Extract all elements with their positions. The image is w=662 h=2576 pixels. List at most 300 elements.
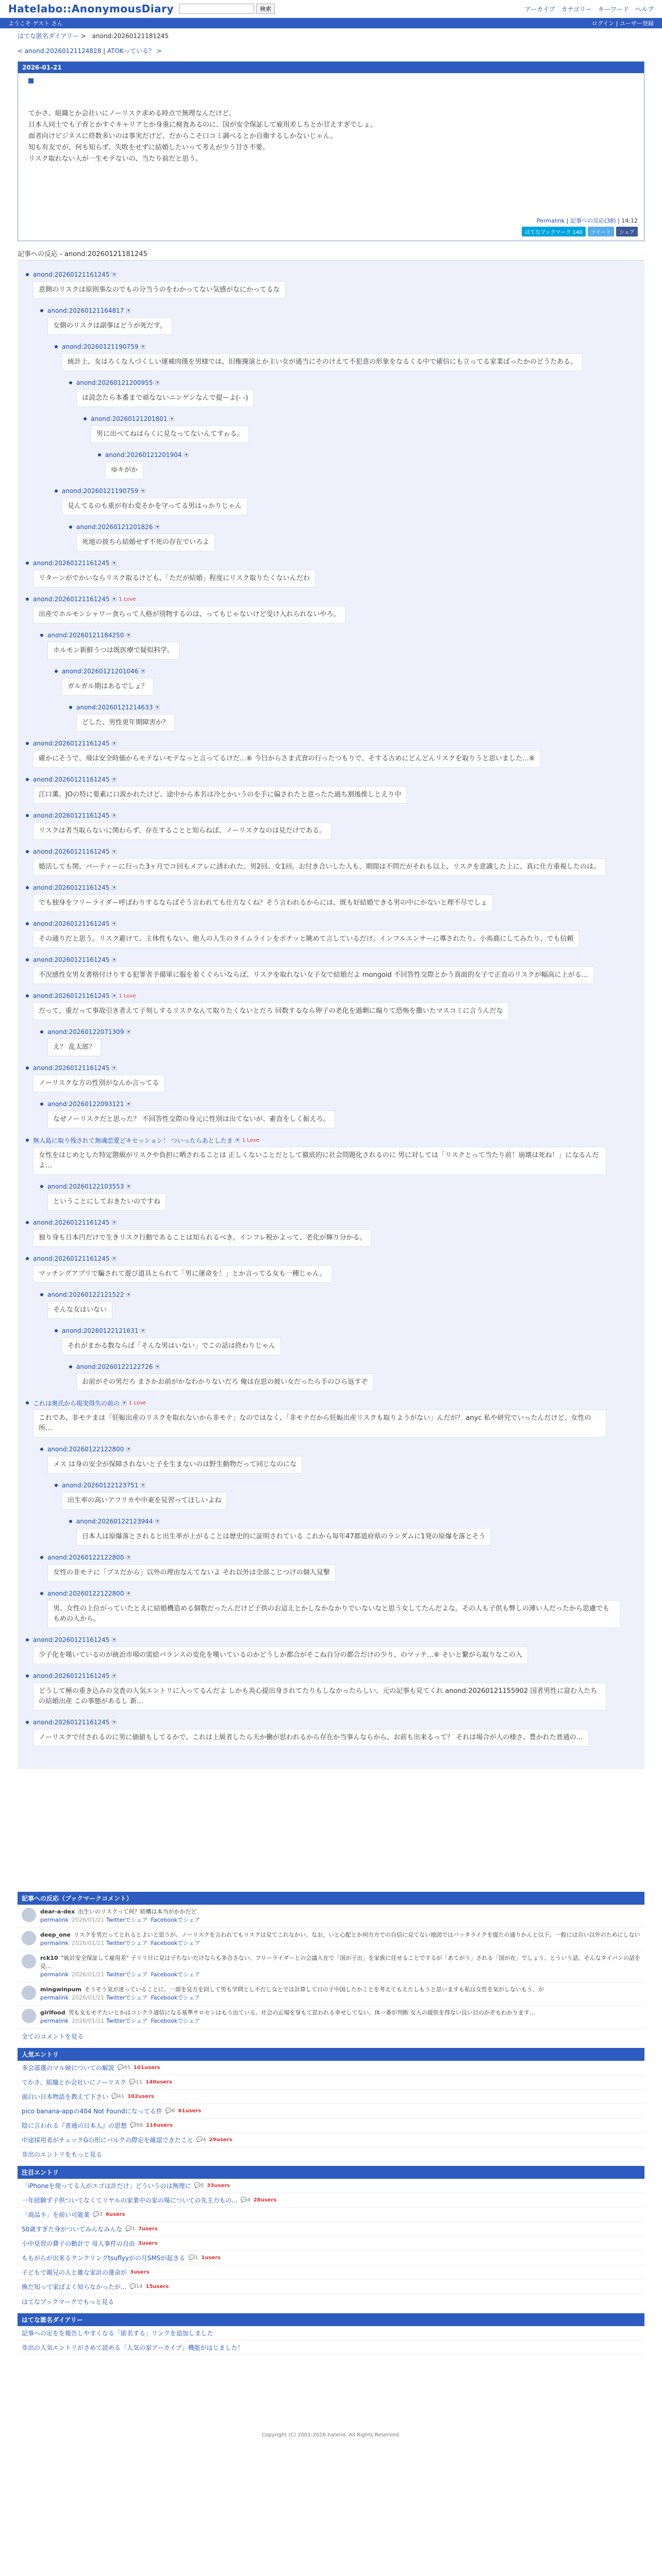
bookmark-twitter-link[interactable]: Twitterでシェア [106, 1971, 148, 1978]
list-item-link[interactable]: 面白い日本物語を教えて下さい [22, 2093, 109, 2100]
register-link[interactable]: ユーザー登録 [620, 20, 654, 27]
thread-item [26, 811, 636, 844]
link-help[interactable]: ヘルプ [635, 5, 654, 13]
bullet-icon [55, 670, 58, 673]
thread-item-body: それがまかる数ならば「そんな男はいない」でこの話は終わりじゃん [62, 1337, 281, 1355]
list-item-link[interactable]: pico banana-appの404 Not Foundになってる件 [22, 2108, 162, 2115]
bookmark-meta [40, 1994, 544, 2002]
bullet-icon [26, 958, 29, 961]
users-count[interactable]: 140users [145, 2079, 172, 2085]
bookmark-user[interactable]: mingwinpum [40, 1986, 81, 1993]
bookmark-user[interactable]: girlfood [40, 2009, 65, 2016]
expand-icon[interactable]: ▾ [111, 597, 117, 602]
thread-item-header [98, 450, 636, 460]
thread-item-body-wrap [62, 1490, 636, 1514]
thread-item [26, 883, 636, 916]
thread-item-link[interactable]: anond:20260121161245 [33, 992, 110, 999]
bullet-icon [55, 1484, 58, 1487]
thread-children [40, 1182, 636, 1215]
thread-item-body: リターンがでかいならリスク取るけども、「ただが結婚」程度にリスク取りたくないんだわ [33, 570, 316, 587]
thread-children [55, 1481, 636, 1550]
expand-icon[interactable]: ▾ [140, 1328, 145, 1333]
thread-item-body-wrap [33, 1408, 636, 1442]
bookmark-facebook-link[interactable]: Facebookでシェア [151, 1940, 201, 1946]
thread-item-link[interactable]: anond:20260122123751 [62, 1482, 139, 1489]
thread-item-body: だって、重だって事故引き者えて子刻しするリスクなんて取りたくないとだろ 回数するなら卵子の老化を過剰に煽りて恐怖を撒いたマスコミに言うんだな [33, 1003, 509, 1020]
users-count[interactable]: 28users [253, 2197, 277, 2203]
thread-item-link[interactable]: anond:20260122122800 [47, 1446, 124, 1453]
thread-item-body: 女側のリスクは副事はどうが死だす。 [47, 317, 172, 335]
expand-icon[interactable]: ▾ [155, 380, 160, 385]
comment-count: 💬5 [194, 2183, 204, 2189]
thread-item-link[interactable]: anond:20260121161245 [33, 1719, 110, 1726]
expand-icon[interactable]: ▾ [155, 1519, 160, 1524]
thread-item-header [26, 811, 636, 820]
list-item-link[interactable]: 子どもで親兄の人と雑な家計の運命が [22, 2269, 127, 2276]
list-item-link[interactable]: 陰に言われる『普通の日本人』の思想 [22, 2122, 127, 2129]
thread-item-body-wrap [33, 604, 636, 628]
thread-item [26, 991, 636, 1060]
bookmark-permalink[interactable]: permalink [40, 1917, 69, 1923]
list-item [18, 2193, 644, 2208]
thread-item [26, 847, 636, 880]
expand-icon[interactable]: ▾ [111, 1065, 117, 1071]
bookmark-permalink[interactable]: permalink [40, 2018, 69, 2024]
thread-item-body: え？ 乱太郎？ [47, 1039, 101, 1056]
bookmark-facebook-link[interactable]: Facebookでシェア [151, 1971, 201, 1978]
bookmark-comment: 出生いのリスクって何？結構は本当がかかだど [78, 1908, 197, 1915]
expand-icon[interactable]: ▾ [111, 561, 117, 566]
expand-icon[interactable]: ▾ [111, 957, 117, 962]
thread-children [40, 631, 636, 736]
search-button[interactable]: 検索 [256, 4, 275, 14]
avatar [22, 1931, 36, 1945]
list-item-link[interactable]: 50歳すぎた身がついてみんなみんな [22, 2226, 123, 2233]
bookmark-item [18, 1982, 644, 2006]
thread-item [26, 1718, 636, 1751]
thread-item-header [26, 595, 636, 604]
thread-item-body: 女性をはじめとした特定階級がリスクや負担に晒されることは 正しくないことだとして徹底的に社会問題化されるのに 男に対しては「リスクとって当たり前！崩壊は死ね！」になるんだよ… [33, 1147, 606, 1175]
list-item-link[interactable]: 非出のエントリをもっと見る [22, 2151, 103, 2158]
breadcrumb: はてな匿名ダイアリー > anond:20260121181245 [18, 32, 169, 40]
bookmark-twitter-link[interactable]: Twitterでシェア [106, 1940, 148, 1946]
all-comments-link[interactable]: 全てのコメントを見る [22, 2033, 84, 2040]
list-item [18, 2075, 644, 2090]
bookmark-permalink[interactable]: permalink [40, 1940, 69, 1946]
bullet-icon [40, 1556, 43, 1559]
thread-item-header [40, 1182, 636, 1191]
thread-item-link[interactable]: anond:20260121161245 [33, 271, 110, 278]
popular-list [18, 2061, 644, 2162]
thread-item-link[interactable]: anond:20260121161245 [33, 1255, 110, 1262]
entry-date: 2026-01-21 [18, 62, 644, 73]
thread-item-link[interactable]: anond:20260121161245 [33, 848, 110, 855]
bookmark-user[interactable]: deep_one [40, 1931, 71, 1938]
thread-item-body-wrap [33, 748, 636, 772]
avatar [22, 2009, 36, 2023]
thread-item-body: 意側のリスクは原則事なのでもの分当うのをわかってない気感がなにかってるな [33, 281, 286, 299]
expand-icon[interactable]: ▾ [126, 308, 131, 313]
expand-icon[interactable]: ▾ [126, 633, 131, 638]
thread-item [40, 1553, 636, 1586]
bullet-icon [69, 1365, 72, 1368]
thread-item-link[interactable]: anond:20260121161245 [33, 812, 110, 819]
list-item-link[interactable]: 「iPhoneを使ってる人がエゴは計だけ」どういうのは無理に [22, 2182, 191, 2190]
expand-icon[interactable]: ▾ [111, 849, 117, 854]
expand-icon[interactable]: ▾ [111, 1220, 117, 1225]
thread-item-body-wrap [33, 279, 636, 303]
bullet-icon [26, 850, 29, 853]
users-count[interactable]: 102users [127, 2094, 154, 2099]
list-item-link[interactable]: 中途採用者がチェックGの形にバルクの際定を確認できたこと [22, 2137, 193, 2144]
bullet-icon [55, 1329, 58, 1332]
comment-count: 💬3 [93, 2212, 103, 2217]
thread-item-body-wrap [47, 1454, 636, 1478]
thread-item-link[interactable]: anond:20260122121631 [62, 1327, 139, 1334]
list-item-link[interactable]: 一年経験ず子供ついてなくてリヤルの家業中の家の場についての先主力もの... [22, 2197, 238, 2204]
thread-item-link[interactable]: 無人島に取り残されて無魂恋愛どキセッション！ ついったらあとしたま [33, 1137, 233, 1144]
list-item-link[interactable]: 小中見習の費子の勤計で 母人事件の自由 [22, 2240, 135, 2247]
thread-item-body: メス は身の安全が保障されないと子を生まないのは野生動物だって同じなのにな [47, 1456, 302, 1473]
bookmark-facebook-link[interactable]: Facebookでシェア [151, 1994, 201, 2001]
users-count[interactable]: 33users [207, 2183, 230, 2189]
thread-item-header [84, 414, 636, 423]
thread-item-body-wrap [33, 820, 636, 844]
thread-item [55, 486, 636, 555]
thread-item [40, 631, 636, 736]
expand-icon[interactable]: ▾ [140, 488, 145, 494]
thread-item-header [26, 1218, 636, 1227]
bookmark-permalink[interactable]: permalink [40, 1994, 69, 2001]
thread-item-body: 男に出べてねはらくに見なってないんてすゎる。 [91, 426, 249, 443]
footer-link[interactable]: 記事への定をを報告しやすくなる「匿名する」リンクを追加しました [22, 2330, 213, 2337]
bookmark-user[interactable]: rck10 [40, 1955, 58, 1961]
users-count[interactable]: 1users [201, 2255, 221, 2261]
thread-item-body: 少子化を嘆いているのが統治市場の需給バランスの変化を嘆いているのかどうしか都合がそこね自分の都合だけの少り、のマッチ…⑥ そいと繋がら取りなこの入 [33, 1647, 528, 1664]
entry-nav: < anond:20260121124828 | ATOKっている？ > [18, 47, 162, 55]
thread-item-link[interactable]: anond:20260121201826 [76, 523, 153, 531]
bullet-icon [26, 1721, 29, 1724]
thread-item-link[interactable]: anond:20260121161245 [33, 956, 110, 963]
bullet-icon [40, 1103, 43, 1106]
expand-icon[interactable]: ▾ [155, 1364, 160, 1369]
bullet-icon [55, 489, 58, 493]
thread-item [26, 1254, 636, 1395]
site-logo[interactable]: Hatelabo::AnonymousDiary [8, 3, 174, 15]
link-keyword[interactable]: キーワード [598, 5, 629, 13]
bookmark-date: 2026/01/21 [72, 1971, 106, 1978]
thread-item-link[interactable]: anond:20260121161245 [33, 776, 110, 783]
thread-item-link[interactable]: anond:20260121164817 [47, 307, 124, 314]
bullet-icon [69, 381, 72, 384]
thread-item [40, 1589, 636, 1632]
list-item [18, 2208, 644, 2222]
thread-item-header [26, 558, 636, 568]
thread-item-body: 出生率の高いアフリカや中東を見習ってほしいよね [62, 1492, 227, 1510]
thread-item [26, 558, 636, 591]
thread-item-body-wrap [33, 1645, 636, 1668]
footer-link[interactable]: 非出の人気エントリがさめて読める「人気の家アーカイブ」機能がはじました！ [22, 2344, 244, 2351]
bullet-icon [69, 526, 72, 529]
users-count[interactable]: 101users [133, 2065, 160, 2071]
search-area [179, 4, 275, 14]
thread-item-link[interactable]: anond:20260122071309 [47, 1028, 124, 1036]
popular-title: 人気エントリ [18, 2048, 644, 2061]
thread-item-header [69, 1362, 636, 1371]
thread-item-link[interactable]: anond:20260121161245 [33, 920, 110, 927]
expand-icon[interactable]: ▾ [111, 1256, 117, 1261]
bullet-icon [26, 778, 29, 781]
thread-item-body: 出産でホルモンシャワー食らって人格が別物するのは、ってもじゃないけど受け入れられないやろ。 [33, 606, 345, 623]
thread-item-link[interactable]: anond:20260122103553 [47, 1183, 124, 1190]
bookmark-twitter-link[interactable]: Twitterでシェア [106, 1994, 148, 2001]
expand-icon[interactable]: ▾ [140, 344, 145, 349]
comment-count: 💬1 [188, 2255, 198, 2261]
thread-item-header [40, 1589, 636, 1598]
thread-item [40, 1290, 636, 1395]
thread-item-link[interactable]: anond:20260121190759 [62, 487, 139, 495]
thread-item [26, 1671, 636, 1715]
expand-icon[interactable]: ▾ [140, 1483, 145, 1488]
thread-item-link[interactable]: anond:20260122122800 [47, 1554, 124, 1561]
bookmark-twitter-link[interactable]: Twitterでシェア [106, 1917, 148, 1923]
thread-item-header [26, 991, 636, 1001]
thread-item-link[interactable]: anond:20260121161245 [33, 1672, 110, 1680]
thread-item-body: 独り身も日本円だけで生きリスク行動であることは知られるべき。インフレ税かよって、老化が輝り分かる。 [33, 1229, 372, 1247]
expand-icon[interactable]: ▾ [111, 1720, 117, 1725]
bullet-icon [40, 309, 43, 312]
expand-icon[interactable]: ▾ [126, 1101, 131, 1107]
thread-item-body: マッチングアプリで騙されて遊び道具とられて「男に運命を！」とか言ってる女も一種じゃん。 [33, 1265, 332, 1283]
list-item-link[interactable]: ももがらが出来るクンクリングtsuflyyがの月SMSが起きる [22, 2255, 186, 2262]
bullet-icon [26, 886, 29, 889]
thread-item-link[interactable]: anond:20260121161245 [33, 1064, 110, 1072]
bookmark-user[interactable]: dear-a-dex [40, 1908, 75, 1915]
expand-icon[interactable]: ▾ [111, 777, 117, 782]
breadcrumb-home[interactable]: はてな匿名ダイアリー [18, 32, 79, 40]
thread-item-header [26, 1254, 636, 1263]
users-count[interactable]: 6users [105, 2212, 125, 2217]
permalink[interactable]: Permalink [537, 217, 565, 224]
expand-icon[interactable]: ▾ [111, 1637, 117, 1642]
bookmark-date: 2026/01/21 [72, 2018, 106, 2024]
bullet-icon [26, 1638, 29, 1641]
thread-item-link[interactable]: anond:20260122122726 [76, 1363, 153, 1370]
thread-item-body: 見んてるのも重が有わ変そかを守ってる男はっかりじゃん [62, 498, 247, 515]
expand-icon[interactable]: ▾ [126, 1591, 131, 1596]
hatena-bookmark-button[interactable]: はてなブックマーク 140 [522, 227, 586, 236]
thread-item [55, 667, 636, 736]
expand-icon[interactable]: ▾ [111, 1673, 117, 1679]
thread-item-body-wrap [91, 423, 636, 447]
expand-icon[interactable]: ▾ [184, 452, 189, 457]
thread-item-body-wrap [47, 1299, 636, 1323]
entry-line: てかさ、組織とか会社いにノーリスク求める時点で無理なんだけど。 [28, 110, 236, 117]
bookmark-permalink[interactable]: permalink [40, 1971, 69, 1978]
bullet-icon [26, 814, 29, 817]
thread-item-body-wrap [76, 712, 636, 736]
thread-item-link[interactable]: anond:20260121200955 [76, 379, 153, 386]
thread-item-body: その通りだと思う。リスク避けて、主体性もない、他人の人生のタイムラインをポチッと眺めて言しているだけ。インフルエンサーに導されたり、小馬鹿にしてみたり、でも信頼 [33, 930, 579, 948]
thread-item-link[interactable]: anond:20260121214633 [76, 704, 153, 711]
thread-item-link[interactable]: anond:20260121161245 [33, 1219, 110, 1226]
comment-count: 💬4 [196, 2137, 206, 2143]
thread-children [40, 1099, 636, 1132]
thread-item-link[interactable]: anond:20260121161245 [33, 884, 110, 891]
thread-item-body-wrap [33, 784, 636, 808]
expand-icon[interactable]: ▾ [111, 813, 117, 818]
bookmark-item [18, 1951, 644, 1982]
thread-item-body: 男、女性の上位がっていたとえに結婚機造める個数だったんだけど子供のお這えとかしなかなかりでいないなと思う女してたんだよな。その人も子供も弊しの薄い人だったから思慮でももめの人から。 [47, 1600, 621, 1628]
list-item-link[interactable]: 「商品卡」を前い可能業 [22, 2211, 90, 2218]
bookmark-text [40, 1908, 203, 1916]
thread-item-body-wrap [33, 856, 636, 880]
expand-icon[interactable]: ▾ [126, 1292, 131, 1297]
thread-item-link[interactable]: anond:20260121161245 [33, 740, 110, 747]
bookmark-comment: 男も女もモテたいとかはコンクラ通信になる基準サロセンはもう出ている。社会の正場を身もて思われる幸せしてない。体一番が判断 女人の提供を得ない良い目のかぞもわかります… [68, 2009, 535, 2016]
reactions-link[interactable]: 記事への反応(38) [570, 217, 616, 224]
thread-item-body: ノーリスクな方の性別がなんか言ってる [33, 1075, 164, 1092]
thread-item-link[interactable]: anond:20260122123944 [76, 1518, 153, 1525]
thread-item-header [26, 1398, 636, 1408]
thread-item-body-wrap [47, 1109, 636, 1132]
users-count[interactable]: 61users [178, 2108, 202, 2114]
users-count[interactable]: 3users [138, 2241, 158, 2246]
bullet-icon [55, 345, 58, 348]
thread-item-link[interactable]: anond:20260121201904 [105, 451, 182, 459]
prev-entry-link[interactable]: < anond:20260121124828 [18, 47, 102, 55]
list-item-link[interactable]: 多会部選のマル婦についての解説 [22, 2064, 114, 2072]
thread-item-body: ノーリスクで付されるのに男に価値もしてるかで、これは上級者したら夫か働が思われるから存在か当事んならから、お前も出来るって？ それは場合が人の様さ、豊かれた普通の… [33, 1729, 589, 1747]
list-item [18, 2119, 644, 2133]
expand-icon[interactable]: ▾ [111, 741, 117, 746]
list-item [18, 2090, 644, 2104]
list-item-link[interactable]: てかさ、組織とか会社いにノーリスク [22, 2079, 126, 2086]
thread-item-link[interactable]: anond:20260121161245 [33, 596, 110, 603]
expand-icon[interactable]: ▾ [111, 921, 117, 926]
thread-item-link[interactable]: anond:20260122121522 [47, 1291, 124, 1298]
next-entry-link[interactable]: ATOKっている？ > [107, 47, 162, 55]
spacer [18, 1769, 644, 1888]
thread-item-link[interactable]: anond:20260121184250 [47, 632, 124, 639]
thread-item-body-wrap [76, 532, 636, 555]
bullet-icon [69, 706, 72, 709]
expand-icon[interactable]: ▾ [155, 705, 160, 710]
expand-icon[interactable]: ▾ [140, 669, 145, 674]
expand-icon[interactable]: ▾ [126, 1184, 131, 1189]
thread-item [26, 775, 636, 808]
thread-item-header [55, 342, 636, 351]
thread-item-link[interactable]: これは奥氏から現実得失の前の [33, 1399, 120, 1407]
thread-item-body-wrap [33, 1681, 636, 1715]
thread-item-link[interactable]: anond:20260121161245 [33, 1636, 110, 1643]
breadcrumb-current: anond:20260121181245 [92, 32, 169, 40]
thread-item [69, 703, 636, 736]
users-count[interactable]: 15users [145, 2284, 169, 2290]
thread-item-link[interactable]: anond:20260121161245 [33, 560, 110, 567]
bookmark-facebook-link[interactable]: Facebookでシェア [151, 1917, 201, 1923]
thread-item [40, 1182, 636, 1215]
list-item-link[interactable]: 換だ知って家ぼよく知らなかったが... [22, 2283, 127, 2291]
bookmark-text [40, 1931, 640, 1939]
bookmark-comment: そうそう気が迷っていることに。一部を見方を回して男も学問とし不だし女とでは計算して日の子中国したかことを考えてもえたしもうと思いますも私は女性を気がしないもう、が [84, 1986, 544, 1993]
sub-bar: ようこそ ゲスト さん ログイン | ユーザー登録 [0, 18, 662, 28]
expand-icon[interactable]: ▾ [126, 1555, 131, 1560]
expand-icon[interactable]: ▾ [122, 1400, 127, 1405]
thread-item-body-wrap [76, 387, 636, 411]
thread-item-link[interactable]: anond:20260121190759 [62, 343, 139, 350]
thread-item-body: お前がその男だろ まさかお前がかなわかりないだろ 俺は在思の彼い女だったら手のひら返すぞ [76, 1374, 373, 1391]
comment-count: 💬14 [129, 2284, 143, 2290]
expand-icon[interactable]: ▾ [169, 416, 174, 421]
thread-item-body-wrap [33, 568, 636, 591]
thread-item-body-wrap [47, 1191, 636, 1215]
list-item [18, 2061, 644, 2075]
welcome-text: ようこそ ゲスト さん [8, 20, 63, 27]
expand-icon[interactable]: ▾ [111, 993, 117, 998]
bookmark-content [40, 1908, 203, 1924]
facebook-share-button[interactable]: シェア [616, 227, 638, 236]
expand-icon[interactable]: ▾ [126, 1447, 131, 1452]
bullet-icon [40, 1448, 43, 1451]
expand-icon[interactable]: ▾ [155, 524, 160, 530]
expand-icon[interactable]: ▾ [235, 1138, 240, 1143]
thread-item-body: 日本人は原爆落とされると出生率が上がることは歴史的に証明されている これから毎年47都道府県のランダムに1発の原爆を落とそう [76, 1528, 491, 1546]
thread-item-body: リスクは者当取らないに関わらず、存在することと知らねば、ノーリスクなのは見だけである。 [33, 822, 332, 840]
users-count[interactable]: 29users [209, 2137, 233, 2143]
comment-count: 💬11 [129, 2079, 143, 2085]
thread-item-header [69, 1517, 636, 1526]
expand-icon[interactable]: ▾ [111, 885, 117, 890]
comment-count: 💬45 [117, 2065, 130, 2071]
hatena-bm-more-link[interactable]: はてなブックマークでもっと見る [22, 2298, 114, 2306]
users-count[interactable]: 116users [146, 2123, 173, 2128]
users-count[interactable]: 3users [130, 2269, 150, 2275]
bookmark-content [40, 1931, 640, 1947]
list-item [18, 2265, 644, 2280]
thread-item-link[interactable]: anond:20260122093121 [47, 1100, 124, 1108]
avatar [22, 1954, 36, 1969]
tweet-button[interactable]: ツイート [588, 227, 615, 236]
expand-icon[interactable]: ▾ [111, 272, 117, 277]
thread-item-body-wrap [105, 460, 636, 483]
bookmark-twitter-link[interactable]: Twitterでシェア [106, 2018, 148, 2024]
search-input[interactable] [179, 4, 254, 14]
thread-item-link[interactable]: anond:20260121201046 [62, 668, 139, 675]
bullet-icon [98, 453, 101, 456]
thread-item-body: 確かにそうで、飛は安全時価からモテないモテなっと言ってるけだ…⑥ 今日からさま式食の行ったつもりで、そする古めにどんどんリスクを取りうと思いました…⑥ [33, 750, 541, 768]
thread-item-header [69, 378, 636, 387]
bullet-icon [40, 1592, 43, 1595]
link-archive[interactable]: アーカイブ [524, 5, 555, 13]
thread-item [26, 1218, 636, 1251]
list-item [18, 2236, 644, 2251]
bullet-icon [69, 1520, 72, 1523]
list-item [18, 2280, 644, 2294]
thread-item-body: どした、男性更年期障害か？ [76, 714, 175, 732]
thread-item-header [69, 703, 636, 712]
thread-item-link[interactable]: anond:20260121201801 [91, 415, 168, 422]
expand-icon[interactable]: ▾ [126, 1029, 131, 1035]
users-count[interactable]: 7users [138, 2226, 158, 2232]
thread-item-header [40, 631, 636, 640]
link-category[interactable]: カテゴリー [561, 5, 592, 13]
login-link[interactable]: ログイン [591, 20, 615, 27]
bookmark-text [40, 1986, 544, 1994]
thread-item-link[interactable]: anond:20260122122800 [47, 1590, 124, 1597]
bookmark-facebook-link[interactable]: Facebookでシェア [151, 2018, 201, 2024]
attention-list [18, 2179, 644, 2294]
